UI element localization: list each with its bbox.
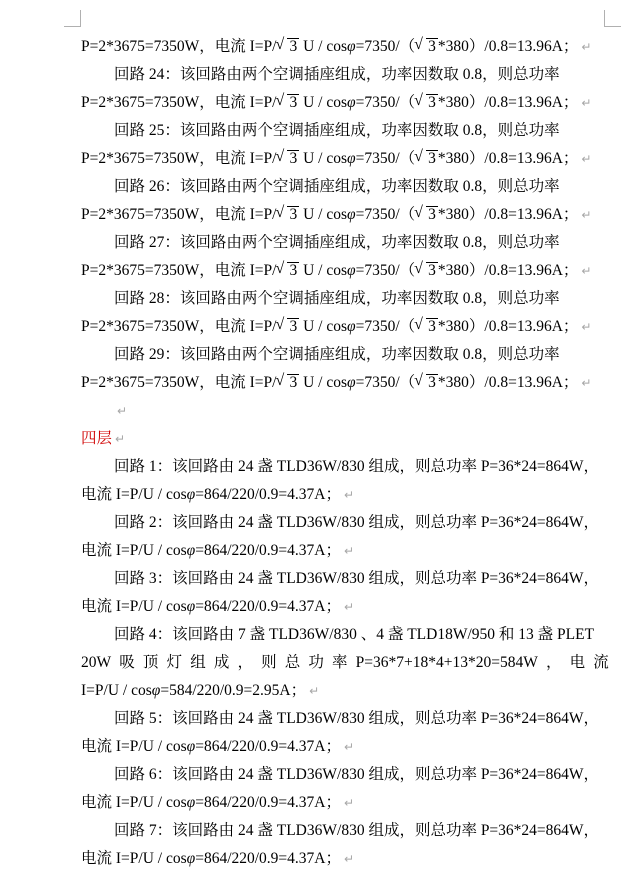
phi-symbol: φ (347, 150, 356, 167)
sqrt-symbol (277, 145, 299, 173)
power-value: P=2*3675=7350W (81, 318, 200, 335)
sqrt-value: 3 (289, 206, 298, 223)
phi-symbol: φ (347, 318, 356, 335)
current-prefix: ，电流 I=P/ (199, 318, 277, 335)
paragraph-mark: ↵ (581, 208, 592, 222)
formula-prefix: 电流 I=P/U / cos (81, 598, 187, 615)
loop-text: 回路 2：该回路由 24 盏 TLD36W/830 组成，则总功率 P=36*24=864W， (114, 514, 600, 531)
formula-line (81, 201, 609, 229)
sqrt-symbol (416, 313, 438, 341)
justified-token: 流 (593, 654, 609, 671)
loop-text: 回路 7：该回路由 24 盏 TLD36W/830 组成，则总功率 P=36*24=864W， (114, 822, 600, 839)
paragraph-mark: ↵ (581, 96, 592, 110)
loop3-line1 (81, 565, 609, 593)
sqrt-symbol (277, 257, 299, 285)
justified-token: 20W (81, 654, 112, 671)
u-cos: U / cos (299, 318, 347, 335)
formula-suffix: =864/220/0.9=4.37A； (195, 542, 341, 559)
sqrt-symbol (416, 201, 438, 229)
paragraph-mark: ↵ (581, 320, 592, 334)
floor3-loops (81, 61, 609, 397)
loop-text: 回路 24：该回路由两个空调插座组成，功率因数取 0.8，则总功率 (114, 66, 560, 83)
formula-suffix: =584/220/0.9=2.95A； (160, 682, 307, 699)
formula-suffix: =864/220/0.9=4.37A； (195, 738, 341, 755)
formula-prefix: 电流 I=P/U / cos (81, 794, 187, 811)
document-body[interactable] (81, 33, 609, 873)
formula-mid: =7350/（ (355, 318, 416, 335)
heading-text: 四层 (81, 430, 113, 447)
justified-token: 组 (190, 654, 206, 671)
formula-prefix: 电流 I=P/U / cos (81, 850, 187, 867)
formula-suffix: =864/220/0.9=4.37A； (195, 850, 341, 867)
loop1-line2 (81, 481, 609, 509)
loop4-line2 (81, 649, 609, 677)
loop-line (81, 229, 609, 257)
phi-symbol: φ (186, 738, 196, 755)
formula-line (81, 145, 609, 173)
paragraph-mark: ↵ (581, 264, 592, 278)
formula-tail: *380）/0.8=13.96A； (437, 150, 579, 167)
sqrt-symbol (416, 145, 438, 173)
justified-token: 成 (213, 654, 230, 671)
loop-line (81, 173, 609, 201)
loop-line (81, 285, 609, 313)
loop-text: 回路 27：该回路由两个空调插座组成，功率因数取 0.8，则总功率 (114, 234, 560, 251)
justified-token: 顶 (142, 654, 159, 671)
paragraph-mark: ↵ (344, 852, 355, 866)
u-cos: U / cos (299, 150, 347, 167)
power-value: P=2*3675=7350W (81, 94, 200, 111)
current-prefix: ，电流 I=P/ (199, 150, 277, 167)
loop-line (81, 341, 609, 369)
justified-token: 灯 (166, 654, 183, 671)
loop-line (81, 61, 609, 89)
phi-symbol: φ (186, 486, 196, 503)
phi-symbol: φ (186, 850, 196, 867)
loop6-line2 (81, 789, 609, 817)
justified-token: 电 (569, 654, 586, 671)
sqrt-value: 3 (428, 94, 436, 111)
justified-token: 率 (332, 654, 348, 671)
loop2-line1 (81, 509, 609, 537)
formula-prefix: 电流 I=P/U / cos (81, 738, 187, 755)
sqrt-value: 3 (428, 206, 436, 223)
justified-token: ， (546, 654, 562, 671)
formula-mid: =7350/（ (355, 374, 416, 391)
sqrt-value: 3 (428, 262, 436, 279)
paragraph-mark: ↵ (581, 152, 592, 166)
sqrt-symbol (416, 369, 438, 397)
sqrt-value: 3 (289, 94, 298, 111)
formula-tail: *380）/0.8=13.96A； (437, 94, 579, 111)
formula-suffix: =864/220/0.9=4.37A； (195, 486, 341, 503)
loop2-line2 (81, 537, 609, 565)
u-cos: U / cos (299, 206, 347, 223)
sqrt-value: 3 (289, 150, 298, 167)
phi-symbol: φ (347, 262, 356, 279)
sqrt-symbol (277, 89, 299, 117)
justified-token: 功 (308, 654, 324, 671)
paragraph-mark: ↵ (581, 376, 592, 390)
loop-text: 回路 1：该回路由 24 盏 TLD36W/830 组成，则总功率 P=36*24=864W， (114, 458, 600, 475)
formula-prefix: I=P/U / cos (81, 682, 152, 699)
formula-tail: *380）/0.8=13.96A； (437, 38, 579, 55)
sqrt-symbol (416, 89, 438, 117)
formula-mid: =7350/（ (355, 38, 416, 55)
formula-tail: *380）/0.8=13.96A； (437, 206, 579, 223)
power-value: P=2*3675=7350W (81, 206, 200, 223)
paragraph-mark: ↵ (344, 740, 355, 754)
sqrt-value: 3 (428, 150, 436, 167)
phi-symbol: φ (347, 38, 356, 55)
sqrt-symbol (277, 33, 299, 61)
justified-token: 总 (284, 654, 301, 671)
formula-prefix: 电流 I=P/U / cos (81, 486, 187, 503)
paragraph-mark: ↵ (344, 796, 355, 810)
formula-line (81, 369, 609, 397)
loop-text: 回路 4：该回路由 7 盏 TLD36W/830 、4 盏 TLD18W/950 和 13 盏 PLET (114, 626, 595, 643)
u-cos: U / cos (299, 262, 347, 279)
formula-suffix: =864/220/0.9=4.37A； (195, 598, 341, 615)
formula-line (81, 89, 609, 117)
sqrt-symbol (416, 257, 438, 285)
loop-text: 回路 5：该回路由 24 盏 TLD36W/830 组成，则总功率 P=36*24=864W， (114, 710, 600, 727)
power-value: P=2*3675=7350W (81, 150, 200, 167)
u-cos: U / cos (299, 374, 347, 391)
loop7-line2 (81, 845, 609, 873)
sqrt-value: 3 (428, 374, 436, 391)
loop5-line1 (81, 705, 609, 733)
sqrt-value: 3 (289, 374, 298, 391)
sqrt-value: 3 (289, 318, 298, 335)
u-cos: U / cos (299, 38, 347, 55)
loop7-line1 (81, 817, 609, 845)
phi-symbol: φ (151, 682, 161, 699)
loop1-line1 (81, 453, 609, 481)
sqrt-symbol (277, 369, 299, 397)
paragraph-mark: ↵ (309, 684, 320, 698)
sqrt-symbol (416, 33, 438, 61)
justified-token: P=36*7+18*4+13*20=584W (355, 654, 538, 671)
sqrt-value: 3 (289, 38, 298, 55)
section-heading-floor4 (81, 425, 609, 453)
power-value: P=2*3675=7350W (81, 374, 200, 391)
loop5-line2 (81, 733, 609, 761)
paragraph-mark: ↵ (115, 432, 126, 446)
formula-mid: =7350/（ (355, 94, 416, 111)
formula-tail: *380）/0.8=13.96A； (437, 374, 579, 391)
sqrt-value: 3 (428, 38, 436, 55)
current-prefix: ，电流 I=P/ (199, 262, 277, 279)
current-prefix: ，电流 I=P/ (199, 374, 277, 391)
paragraph-mark: ↵ (344, 488, 355, 502)
loop-line (81, 117, 609, 145)
loop4-line1 (81, 621, 609, 649)
phi-symbol: φ (347, 94, 356, 111)
formula-mid: =7350/（ (355, 150, 416, 167)
loop-text: 回路 25：该回路由两个空调插座组成，功率因数取 0.8，则总功率 (114, 122, 560, 139)
formula-tail: *380）/0.8=13.96A； (437, 262, 579, 279)
formula-line (81, 33, 609, 61)
paragraph-mark: ↵ (581, 40, 592, 54)
current-prefix: ，电流 I=P/ (199, 38, 277, 55)
loop-text: 回路 26：该回路由两个空调插座组成，功率因数取 0.8，则总功率 (114, 178, 560, 195)
phi-symbol: φ (186, 794, 196, 811)
justified-token: ， (237, 654, 253, 671)
formula-line (81, 257, 609, 285)
power-value: P=2*3675=7350W (81, 38, 200, 55)
formula-tail: *380）/0.8=13.96A； (437, 318, 579, 335)
sqrt-symbol (277, 201, 299, 229)
page-corner-mark-left (64, 10, 81, 27)
phi-symbol: φ (347, 206, 356, 223)
u-cos: U / cos (299, 94, 347, 111)
loop-text: 回路 29：该回路由两个空调插座组成，功率因数取 0.8，则总功率 (114, 346, 560, 363)
sqrt-value: 3 (428, 318, 436, 335)
empty-paragraph (81, 397, 609, 425)
paragraph-mark: ↵ (117, 404, 128, 418)
formula-mid: =7350/（ (355, 206, 416, 223)
formula-line (81, 313, 609, 341)
power-value: P=2*3675=7350W (81, 262, 200, 279)
phi-symbol: φ (186, 598, 196, 615)
current-prefix: ，电流 I=P/ (199, 94, 277, 111)
loop-text: 回路 28：该回路由两个空调插座组成，功率因数取 0.8，则总功率 (114, 290, 560, 307)
paragraph-mark: ↵ (344, 544, 355, 558)
sqrt-symbol (277, 313, 299, 341)
page-corner-mark-right (604, 10, 621, 27)
loop3-line2 (81, 593, 609, 621)
justified-token: 吸 (119, 654, 135, 671)
formula-mid: =7350/（ (355, 262, 416, 279)
loop-text: 回路 3：该回路由 24 盏 TLD36W/830 组成，则总功率 P=36*24=864W， (114, 570, 600, 587)
loop6-line1 (81, 761, 609, 789)
loop-text: 回路 6：该回路由 24 盏 TLD36W/830 组成，则总功率 P=36*24=864W， (114, 766, 600, 783)
sqrt-value: 3 (289, 262, 298, 279)
current-prefix: ，电流 I=P/ (199, 206, 277, 223)
formula-suffix: =864/220/0.9=4.37A； (195, 794, 341, 811)
loop4-line3 (81, 677, 609, 705)
phi-symbol: φ (347, 374, 356, 391)
paragraph-mark: ↵ (344, 600, 355, 614)
phi-symbol: φ (186, 542, 196, 559)
formula-prefix: 电流 I=P/U / cos (81, 542, 187, 559)
justified-token: 则 (261, 654, 277, 671)
